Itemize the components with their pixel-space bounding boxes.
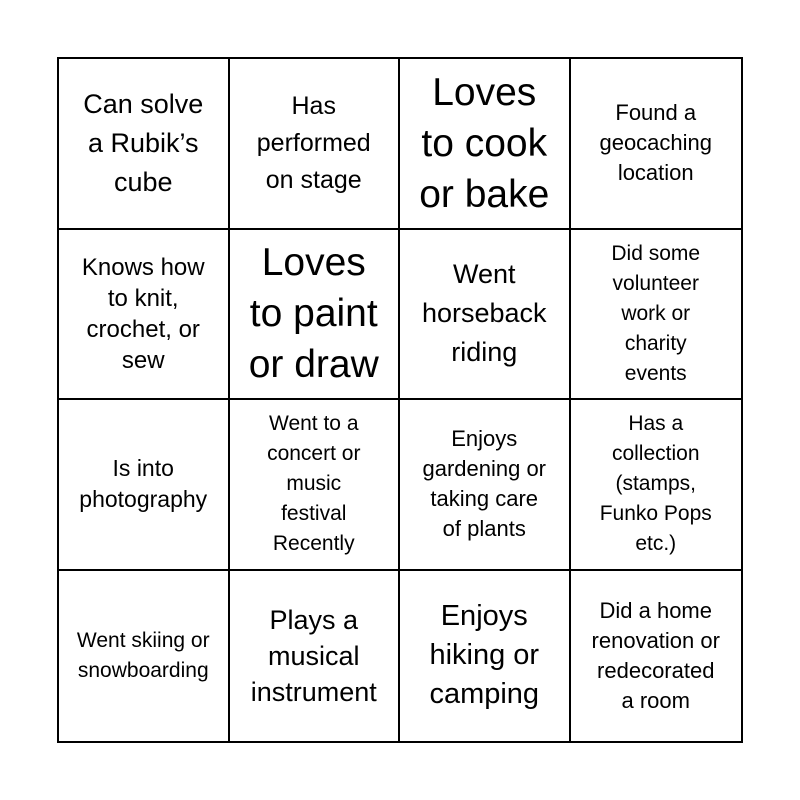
bingo-cell-label: Went horseback riding <box>421 259 547 368</box>
bingo-cell-9[interactable] <box>59 400 230 571</box>
bingo-cell-5[interactable] <box>59 230 230 401</box>
bingo-cell-label: Loves to cook or bake <box>419 70 550 216</box>
bingo-cell-8[interactable] <box>571 230 742 401</box>
bingo-cell-label: Has performed on stage <box>256 91 371 194</box>
bingo-cell-label: Has a collection (stamps, Funko Pops etc.) <box>599 412 712 556</box>
bingo-cell-label: Enjoys hiking or camping <box>429 600 540 711</box>
bingo-cell-12[interactable] <box>571 400 742 571</box>
bingo-cell-1[interactable] <box>59 59 230 230</box>
bingo-cell-label: Knows how to knit, crochet, or sew <box>81 253 205 374</box>
bingo-cell-11[interactable] <box>400 400 571 571</box>
bingo-cell-label: Did a home renovation or redecorated a room <box>591 597 720 713</box>
bingo-cell-label: Can solve a Rubik’s cube <box>83 88 204 197</box>
bingo-cell-15[interactable] <box>400 571 571 742</box>
bingo-cell-label: Did some volunteer work or charity events <box>611 241 701 385</box>
bingo-cell-13[interactable] <box>59 571 230 742</box>
bingo-cell-10[interactable] <box>230 400 401 571</box>
bingo-cell-2[interactable] <box>230 59 401 230</box>
bingo-cell-3[interactable] <box>400 59 571 230</box>
bingo-cell-16[interactable] <box>571 571 742 742</box>
bingo-cell-label: Went skiing or snowboarding <box>76 628 210 682</box>
bingo-board <box>57 57 743 743</box>
bingo-cell-label: Loves to paint or draw <box>248 241 379 387</box>
bingo-cell-14[interactable] <box>230 571 401 742</box>
bingo-cell-7[interactable] <box>400 230 571 401</box>
bingo-cell-6[interactable] <box>230 230 401 401</box>
bingo-cell-4[interactable] <box>571 59 742 230</box>
bingo-cell-label: Found a geocaching location <box>599 100 713 186</box>
bingo-cell-label: Enjoys gardening or taking care of plants <box>422 426 547 542</box>
bingo-cell-label: Plays a musical instrument <box>250 604 377 707</box>
bingo-cell-label: Went to a concert or music festival Recently <box>267 412 361 556</box>
bingo-cell-label: Is into photography <box>79 455 208 513</box>
